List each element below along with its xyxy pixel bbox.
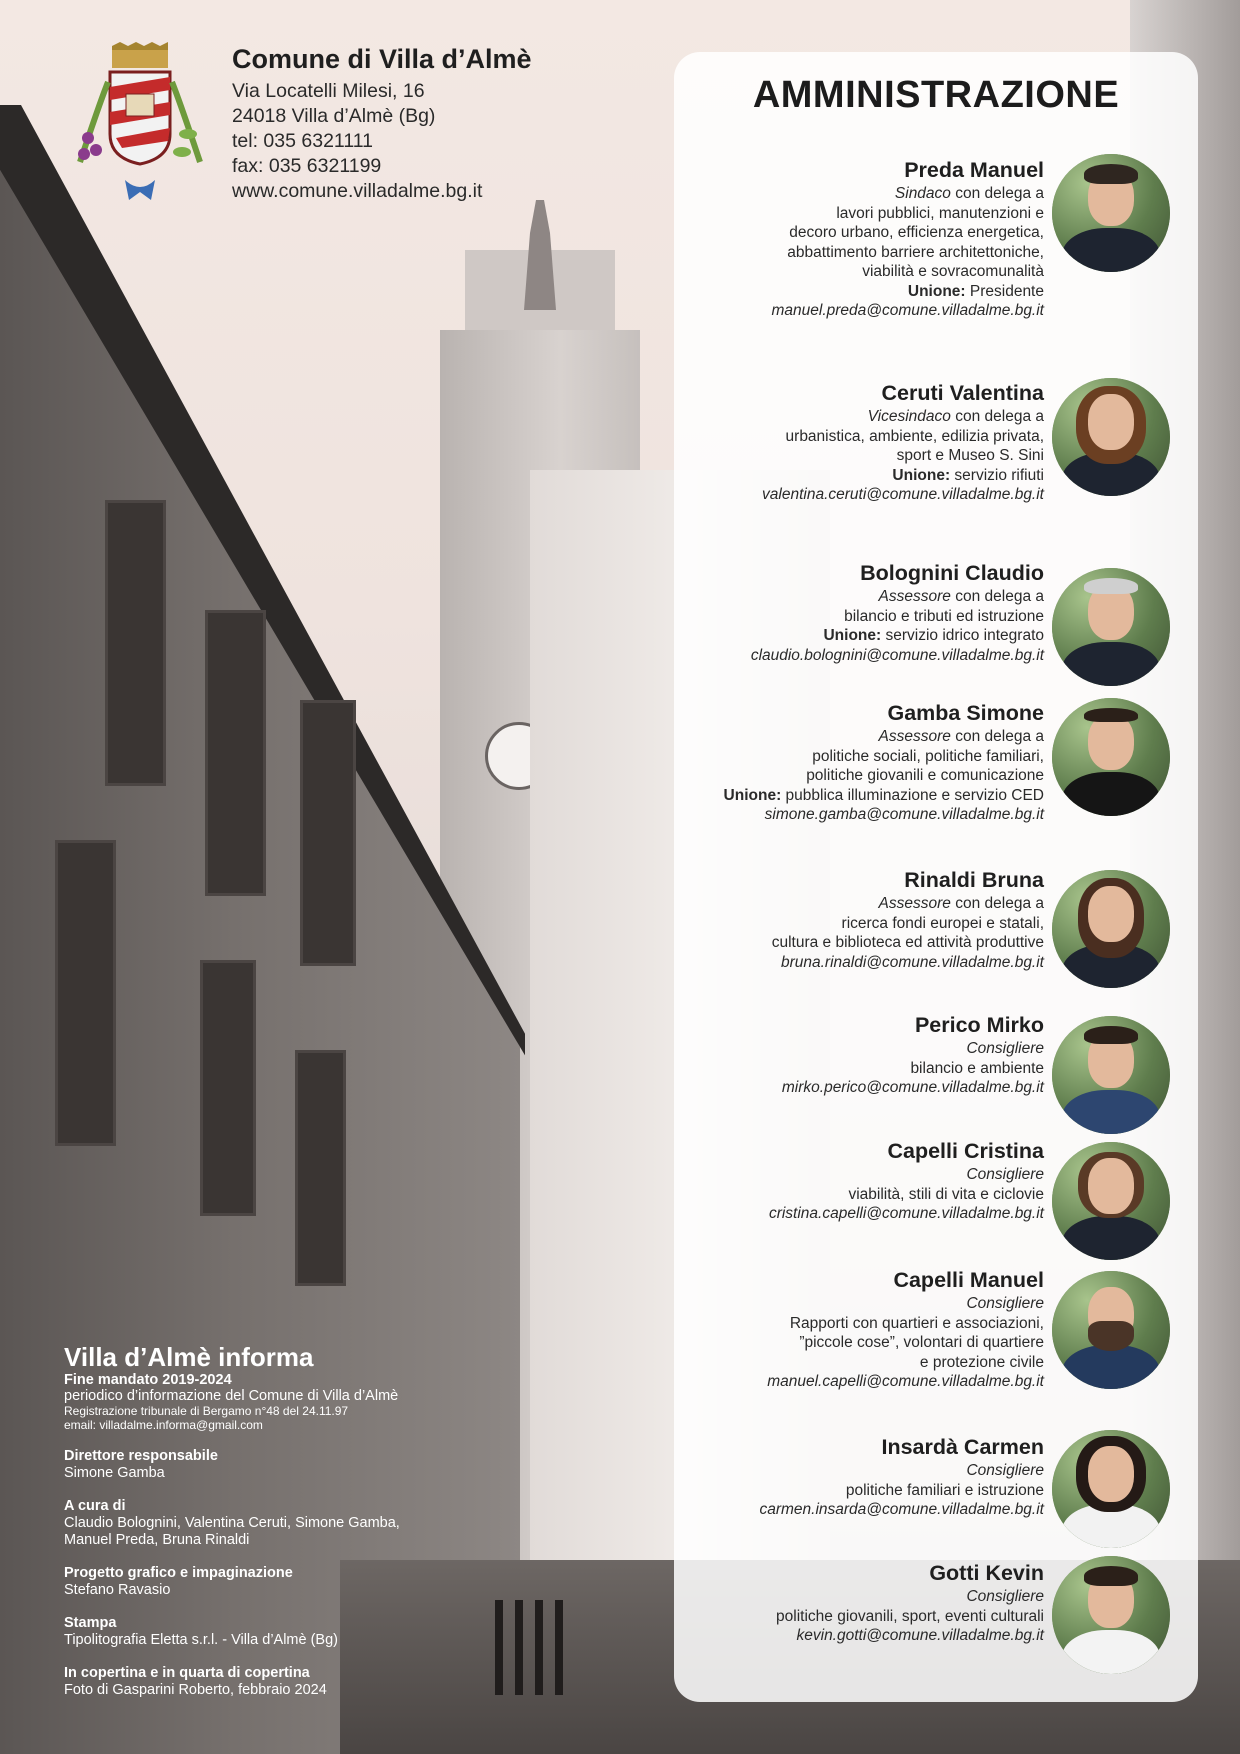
issue-line: Fine mandato 2019-2024 <box>64 1372 232 1388</box>
phone-line: tel: 035 6321111 <box>232 130 373 152</box>
member-email[interactable]: cristina.capelli@comune.villadalme.bg.it <box>768 1205 1044 1222</box>
website-link[interactable]: www.comune.villadalme.bg.it <box>232 180 483 202</box>
member-info <box>624 1560 1044 1646</box>
delega-line: cultura e biblioteca ed attività produttive <box>771 934 1044 951</box>
delega-line: urbanistica, ambiente, edilizia privata, <box>785 427 1044 445</box>
role-suffix: con delega a <box>950 408 1044 425</box>
member-role: Consigliere <box>966 1166 1044 1183</box>
role-suffix: con delega a <box>950 895 1044 912</box>
member-role: Assessore <box>878 728 951 745</box>
curated-names: Claudio Bolognini, Valentina Ceruti, Simone Gamba, <box>64 1515 400 1531</box>
member-email[interactable]: simone.gamba@comune.villadalme.bg.it <box>764 806 1044 823</box>
cover-credit: Foto di Gasparini Roberto, febbraio 2024 <box>64 1682 327 1698</box>
role-suffix: con delega a <box>950 728 1044 745</box>
bollard <box>535 1600 543 1695</box>
role-suffix: con delega a <box>950 588 1044 605</box>
member-email[interactable]: bruna.rinaldi@comune.villadalme.bg.it <box>780 953 1044 971</box>
delega-line: Rapporti con quartieri e associazioni, <box>789 1314 1044 1332</box>
member-info <box>624 380 1044 505</box>
director-name: Simone Gamba <box>64 1465 165 1481</box>
registration-line: Registrazione tribunale di Bergamo n°48 del 24.11.97 <box>64 1404 349 1418</box>
header-contact <box>232 44 532 204</box>
union-label: Unione: <box>723 786 782 804</box>
member-name: Capelli Cristina <box>887 1139 1044 1163</box>
member-info <box>624 157 1044 321</box>
union-label: Unione: <box>823 627 882 644</box>
member-role: Consigliere <box>966 1588 1044 1605</box>
member-name: Ceruti Valentina <box>881 381 1044 405</box>
panel-title: AMMINISTRAZIONE <box>752 74 1120 116</box>
delega-line: politiche giovanili e comunicazione <box>806 767 1044 784</box>
member-info <box>624 1012 1044 1098</box>
member-photo <box>1052 378 1170 496</box>
member-role: Consigliere <box>966 1040 1044 1057</box>
union-label: Unione: <box>892 466 951 484</box>
delega-line: ricerca fondi europei e statali, <box>841 914 1044 932</box>
cover-label: In copertina e in quarta di copertina <box>64 1665 310 1681</box>
window-shutter <box>300 700 356 966</box>
delega-line: sport e Museo S. Sini <box>896 447 1044 464</box>
member-photo <box>1052 1271 1170 1389</box>
member-email[interactable]: valentina.ceruti@comune.villadalme.bg.it <box>762 486 1044 503</box>
member-info <box>624 700 1044 825</box>
administration-panel <box>674 52 1198 1702</box>
member-name: Rinaldi Bruna <box>904 868 1044 892</box>
member-photo <box>1052 870 1170 988</box>
bollard <box>515 1600 523 1695</box>
delega-line: ”piccole cose”, volontari di quartiere <box>799 1334 1044 1351</box>
window-shutter <box>55 840 116 1146</box>
union-value: Presidente <box>965 282 1044 300</box>
magazine-title: Villa d’Almè informa <box>64 1342 314 1372</box>
member-email[interactable]: carmen.insarda@comune.villadalme.bg.it <box>759 1501 1044 1518</box>
window-shutter <box>200 960 256 1216</box>
member-email[interactable]: claudio.bolognini@comune.villadalme.bg.it <box>750 646 1044 664</box>
delega-line: politiche familiari e istruzione <box>845 1481 1044 1499</box>
member-photo <box>1052 1142 1170 1260</box>
window-shutter <box>295 1050 346 1286</box>
design-label: Progetto grafico e impaginazione <box>64 1565 293 1581</box>
delega-line: viabilità, stili di vita e ciclovie <box>848 1185 1044 1203</box>
member-name: Preda Manuel <box>904 158 1044 182</box>
curated-names: Manuel Preda, Bruna Rinaldi <box>64 1532 250 1548</box>
member-photo <box>1052 698 1170 816</box>
member-name: Perico Mirko <box>914 1013 1044 1037</box>
delega-line: e protezione civile <box>919 1353 1044 1371</box>
delega-line: viabilità e sovracomunalità <box>862 263 1044 280</box>
member-name: Insardà Carmen <box>881 1435 1044 1459</box>
window-shutter <box>105 500 166 786</box>
window-shutter <box>205 610 266 896</box>
member-info <box>624 560 1044 665</box>
member-info <box>624 1434 1044 1520</box>
union-value: pubblica illuminazione e servizio CED <box>781 786 1044 804</box>
member-email[interactable]: kevin.gotti@comune.villadalme.bg.it <box>796 1627 1044 1644</box>
delega-line: politiche giovanili, sport, eventi culturali <box>776 1607 1044 1625</box>
delega-line: abbattimento barriere architettoniche, <box>787 243 1044 261</box>
member-photo <box>1052 1430 1170 1548</box>
member-role: Assessore <box>878 588 951 605</box>
delega-line: lavori pubblici, manutenzioni e <box>836 204 1044 222</box>
address-line: Via Locatelli Milesi, 16 <box>232 80 425 102</box>
delega-line: bilancio e ambiente <box>910 1059 1044 1077</box>
union-value: servizio idrico integrato <box>881 627 1044 644</box>
member-photo <box>1052 1016 1170 1134</box>
member-role: Consigliere <box>966 1462 1044 1479</box>
periodical-line: periodico d’informazione del Comune di Villa d’Almè <box>64 1388 399 1404</box>
magazine-email[interactable]: email: villadalme.informa@gmail.com <box>64 1418 263 1432</box>
delega-line: decoro urbano, efficienza energetica, <box>789 224 1044 241</box>
member-email[interactable]: manuel.preda@comune.villadalme.bg.it <box>771 302 1044 319</box>
print-company: Tipolitografia Eletta s.r.l. - Villa d’Almè (Bg) <box>64 1632 338 1648</box>
municipal-crest-icon <box>70 42 210 208</box>
bollard <box>555 1600 563 1695</box>
member-role: Sindaco <box>894 185 951 202</box>
member-name: Capelli Manuel <box>893 1268 1044 1292</box>
member-photo <box>1052 568 1170 686</box>
city-line: 24018 Villa d’Almè (Bg) <box>232 105 436 127</box>
municipality-title: Comune di Villa d’Almè <box>232 44 532 74</box>
bollard <box>495 1600 503 1695</box>
curated-label: A cura di <box>64 1498 126 1514</box>
role-suffix: con delega a <box>950 185 1044 202</box>
member-photo <box>1052 1556 1170 1674</box>
design-name: Stefano Ravasio <box>64 1582 171 1598</box>
member-name: Bolognini Claudio <box>860 561 1044 585</box>
union-value: servizio rifiuti <box>950 466 1044 484</box>
member-info <box>624 1138 1044 1224</box>
delega-line: politiche sociali, politiche familiari, <box>812 747 1044 765</box>
member-info <box>624 867 1044 972</box>
member-info <box>624 1267 1044 1392</box>
print-label: Stampa <box>64 1615 117 1631</box>
director-label: Direttore responsabile <box>64 1448 218 1464</box>
member-email[interactable]: manuel.capelli@comune.villadalme.bg.it <box>767 1373 1044 1390</box>
delega-line: bilancio e tributi ed istruzione <box>844 607 1044 625</box>
member-photo <box>1052 154 1170 272</box>
member-name: Gamba Simone <box>887 701 1044 725</box>
member-role: Assessore <box>878 895 951 912</box>
member-email[interactable]: mirko.perico@comune.villadalme.bg.it <box>781 1079 1044 1096</box>
colophon <box>64 1342 484 1699</box>
union-label: Unione: <box>907 282 966 300</box>
member-role: Consigliere <box>966 1295 1044 1312</box>
fax-line: fax: 035 6321199 <box>232 155 382 177</box>
member-role: Vicesindaco <box>867 408 951 425</box>
member-name: Gotti Kevin <box>929 1561 1044 1585</box>
